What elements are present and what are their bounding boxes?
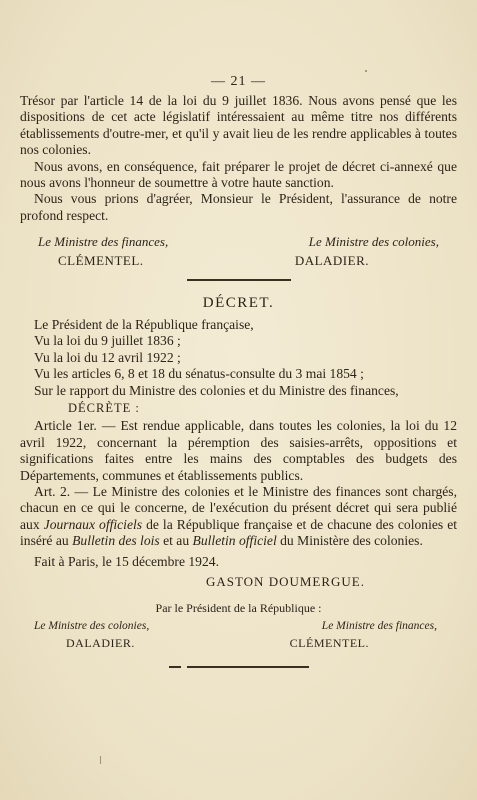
signature-names-top: [20, 253, 457, 269]
decret-line-1: Le Président de la République française,: [34, 316, 254, 332]
end-divider: [169, 666, 309, 668]
article-2-part-b: de la République française et de chacune des colonies et inséré au: [20, 516, 458, 549]
article-1: Article 1er. — Est rendue applicable, dans toutes les colonies, la loi du 12 avril 1922, concernant la péremption des saisies-arrêts, oppositions et significations faites entre les mains des comptables des budgets des Départements, communes et établissements publics.: [20, 418, 457, 483]
intro-paragraph-1: Trésor par l'article 14 de la loi du 9 juillet 1836. Nous avons pensé que les dispositions de cet acte législatif intéressaient au même titre nos différents établissements d'outre-mer, et qu'il y avait lieu de les rendre applicables à toutes nos colonies.: [20, 93, 457, 158]
signature-name-clementel-bottom: CLÉMENTEL.: [289, 636, 369, 651]
section-divider: [187, 279, 291, 281]
signature-title-finances-bottom: Le Ministre des finances,: [321, 619, 437, 632]
article-2-part-d: du Ministère des colonies.: [276, 533, 423, 549]
article-2-part-a: Art. 2. — Le Ministre des colonies et le Ministre des finances sont chargés, chacun en ce qui le concerne, de l'exécution du présent décret qui sera publié aux: [20, 484, 457, 532]
par-le-president: Par le Président de la République :: [155, 601, 322, 616]
intro-paragraph-3: Nous vous prions d'agréer, Monsieur le Président, l'assurance de notre profond respect.: [20, 191, 457, 223]
decret-line-2: Vu la loi du 9 juillet 1836 ;: [34, 333, 181, 349]
signature-titles-bottom: [20, 618, 457, 634]
paper-speck: [365, 70, 367, 72]
signature-titles-top: [20, 234, 457, 250]
signature-title-colonies-bottom: Le Ministre des colonies,: [34, 619, 150, 632]
signature-names-bottom: [20, 635, 457, 651]
signature-name-daladier-bottom: DALADIER.: [66, 636, 135, 651]
decret-line-5: Sur le rapport du Ministre des colonies et du Ministre des finances,: [34, 382, 399, 398]
page-content: [20, 93, 457, 668]
paper-mark: [100, 756, 101, 764]
signature-name-clementel: CLÉMENTEL.: [58, 252, 144, 268]
intro-paragraph-2: Nous avons, en conséquence, fait préparer le projet de décret ci-annexé que nous avons l'honneur de soumettre à votre haute sanction.: [20, 158, 457, 191]
signature-title-finances: Le Ministre des finances,: [38, 234, 169, 250]
bulletin-officiel-text: Bulletin officiel: [192, 533, 277, 549]
decret-line-3: Vu la loi du 12 avril 1922 ;: [34, 349, 181, 365]
bulletin-des-lois-text: Bulletin des lois: [72, 533, 160, 549]
decrete-heading: DÉCRÈTE :: [68, 401, 140, 415]
article-2: [20, 484, 457, 550]
decret-title: DÉCRET.: [202, 294, 275, 311]
journaux-officiels-text: Journaux officiels: [43, 516, 143, 532]
page-number: — 21 —: [211, 74, 266, 89]
article-2-part-c: et au: [159, 533, 193, 549]
fait-a-paris: Fait à Paris, le 15 décembre 1924.: [34, 553, 219, 569]
signature-name-daladier: DALADIER.: [294, 252, 369, 268]
signature-title-colonies: Le Ministre des colonies,: [308, 234, 439, 250]
president-signature: GASTON DOUMERGUE.: [205, 574, 365, 590]
decret-line-4: Vu les articles 6, 8 et 18 du sénatus-consulte du 3 mai 1854 ;: [34, 366, 364, 382]
